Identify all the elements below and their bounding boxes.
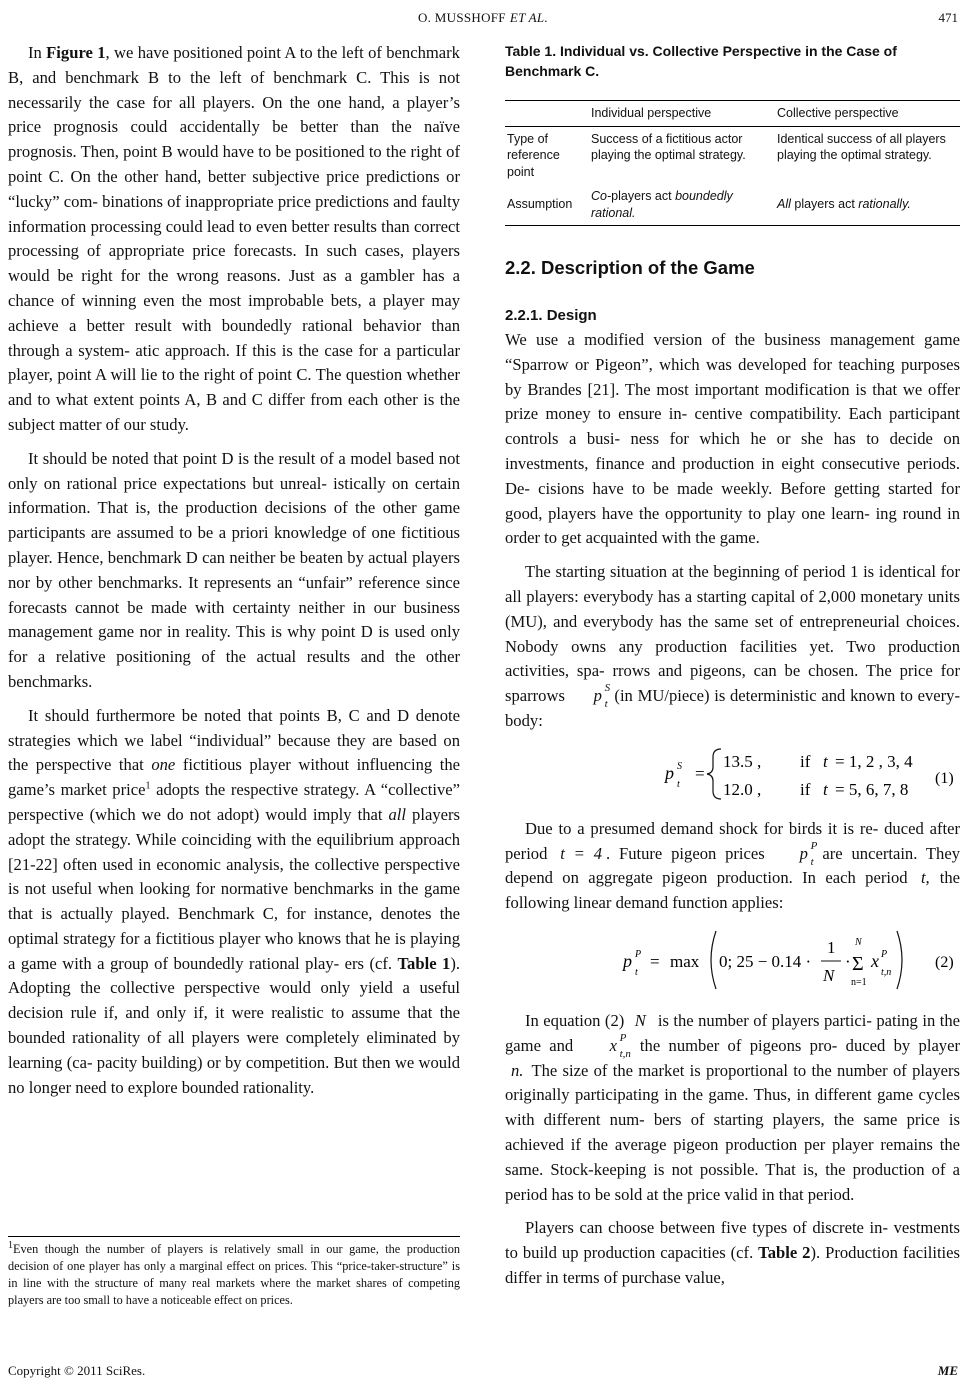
text-run: is the number of players partici- pating in the game and <box>505 1010 960 1055</box>
left-column <box>8 41 460 1109</box>
text-run: fictitious player without influencing the game’s market price <box>8 755 460 800</box>
symbol-x: x <box>609 1035 617 1055</box>
sum-symbol: Σ <box>852 952 864 975</box>
symbol-sub: t <box>604 698 608 711</box>
equation-2-number: (2) <box>935 953 954 971</box>
right-column <box>505 41 960 1300</box>
eq2-frac-num: 1 <box>827 937 836 957</box>
eq1-case1-var: t <box>823 751 828 771</box>
text-run: It should furthermore be noted that points B, C and D denote strategies which we label “individual” because they are based on the perspective that <box>8 705 460 775</box>
table-row <box>505 184 960 226</box>
eq2-dot: · <box>845 951 851 971</box>
table-header-row <box>505 101 960 127</box>
eq1-case2-if: if <box>800 779 811 799</box>
equation-2-svg <box>505 925 960 995</box>
running-head <box>0 10 966 26</box>
inline-math-n-total: N <box>634 1010 646 1030</box>
right-paragraph-4 <box>505 1009 960 1207</box>
table-row <box>505 126 960 184</box>
copyright-notice: Copyright © 2011 SciRes. <box>8 1363 146 1378</box>
symbol-sub: t,n <box>619 1047 631 1060</box>
left-paren <box>711 931 716 989</box>
text-run: players act <box>790 197 859 212</box>
eq1-case2-var: t <box>823 779 828 799</box>
eq2-lhs: p <box>623 950 632 971</box>
equation-2 <box>505 925 960 995</box>
emphasis-all: all <box>388 804 407 824</box>
eq2-lhs-sub: t <box>635 966 638 978</box>
text-run: the number of pigeons pro- duced by player <box>639 1035 960 1055</box>
text-run: adopts the respective strategy. A “collective” perspective (which we do not adopt) would imply that <box>8 780 460 824</box>
eq1-case1-value: 13.5 , <box>723 751 762 771</box>
header-et-al: ET AL. <box>509 10 549 25</box>
symbol-p: p <box>593 686 602 706</box>
text-run: rationally. <box>858 197 911 212</box>
text-run: Players can choose between five types of discrete in- vestments to build up production capacities (cf. <box>505 1218 960 1263</box>
eq1-lhs-sup: S <box>677 760 682 772</box>
text-run: players act <box>611 189 676 203</box>
eq2-x: x <box>871 950 879 971</box>
journal-abbreviation: ME <box>937 1363 958 1378</box>
table-2-reference: Table 2 <box>758 1243 811 1263</box>
page-header <box>0 0 966 34</box>
right-paragraph-2 <box>505 560 960 734</box>
inline-math-n: n. <box>511 1060 524 1080</box>
table-1-reference: Table 1 <box>397 953 451 973</box>
eq1-case2-set: = 5, 6, 7, 8 <box>835 779 909 799</box>
equation-1-svg <box>505 743 960 803</box>
symbol-sup: P <box>810 839 818 852</box>
eq2-x-sub: t,n <box>881 966 892 978</box>
equation-1-number: (1) <box>935 769 954 787</box>
left-paragraph-1 <box>8 41 460 438</box>
eq1-lhs: p <box>665 762 674 783</box>
equation-1 <box>505 743 960 803</box>
text-run: . Future pigeon prices <box>606 843 765 863</box>
figure-1-reference: Figure 1 <box>46 43 106 62</box>
pigeon-price-symbol <box>780 839 818 868</box>
text-run: The size of the market is proportional to the number of players originally participating in the game. Thus, in different game cycles with different num- bers of starting players, the same price is achieved if the average pigeon production per player remains the same. Stock-keeping is not possible. That is, the production of a period has to be sold at the price valid in that period. <box>505 1060 960 1204</box>
text-run: ). Production facilities differ in terms of purchase value, <box>505 1243 960 1287</box>
section-heading: 2.2. Description of the Game <box>505 257 755 278</box>
eq1-case1-set: = 1, 2 , 3, 4 <box>835 751 913 771</box>
table-header-cell <box>505 101 589 127</box>
eq2-frac-den: N <box>823 965 835 985</box>
page-number: 471 <box>938 10 958 25</box>
text-run: The starting situation at the beginning of period 1 is identical for all players: everybody has a starting capital of 2,000 monetary units (MU), and everybody has the same set of entrepreneurial choices. Nobody owns any production facilities yet. Two production activities, spa- rrows and pigeons, can be chosen. The price for sparrows <box>505 562 960 706</box>
right-paragraph-5 <box>505 1216 960 1290</box>
table-cell <box>775 184 960 226</box>
text-run: Due to a presumed demand shock for birds it is re- duced after period <box>505 818 960 863</box>
text-run: In equation (2) <box>525 1010 625 1030</box>
eq2-sum-top: N <box>855 936 862 948</box>
eq2-body: 0; 25 − 0.14 · <box>719 951 812 971</box>
table-cell: Assumption <box>507 197 573 212</box>
footnote-number: 1 <box>8 1239 13 1251</box>
eq2-sum-bottom: n=1 <box>851 976 867 988</box>
footnote-marker: 1 <box>145 780 151 792</box>
symbol-p: p <box>799 843 808 863</box>
eq1-case2-value: 12.0 , <box>723 779 762 799</box>
table-1 <box>505 100 960 226</box>
right-paragraph-3 <box>505 817 960 916</box>
text-run: In <box>28 43 47 62</box>
eq1-lhs-sub: t <box>677 778 680 790</box>
table-cell <box>589 184 775 226</box>
sparrow-price-symbol <box>574 682 611 711</box>
inline-math-t4: t = 4 <box>560 843 602 863</box>
text-run: Co- <box>591 189 612 203</box>
table-cell: Type of reference point <box>507 131 560 179</box>
footnote-text: Even though the number of players is relatively small in our game, the production decision of one player has only a marginal effect on prices. This “price-taker-structure” is in line with the structure of many real markets where the market shares of competing players are too small to have a noticeable effect on prices. <box>8 1242 460 1307</box>
left-brace <box>707 749 721 799</box>
text-run: (in MU/piece) is deterministic and known to every- body: <box>505 686 961 730</box>
eq1-case1-if: if <box>800 751 811 771</box>
text-run: All <box>777 197 791 212</box>
header-author: O. MUSSHOFF <box>417 10 506 25</box>
text-run: ). Adopting the collective perspective would only yield a useful decision rule if, and only if, it were realistic to assume that the bounded rationality of all players were completely eliminated by learning (ca- pacity building) or by competition. But then we would no longer need to explore bounded rationality. <box>8 953 461 1097</box>
table-cell: Identical success of all players playing the optimal strategy. <box>777 131 946 162</box>
right-paren <box>897 931 902 989</box>
eq2-x-sup: P <box>881 948 888 960</box>
inline-math-t: t, <box>920 868 930 888</box>
text-run: boundedly rational. <box>591 189 733 220</box>
table-header-cell: Individual perspective <box>591 106 712 120</box>
table-header-cell: Collective perspective <box>777 106 899 120</box>
eq1-equals: = <box>695 763 705 783</box>
text-run: are uncertain. They depend on aggregate pigeon production. In each period <box>505 843 960 888</box>
text-run: , we have positioned point A to the left of benchmark B, and benchmark B to the left of benchmark C. This is not necessarily the case for all players. On the one hand, a player’s price prognosis could accidentally be better than the naïve prognosis. Then, point B would have to be positioned to the right of point C. On the other hand, better subjective price predictions or “lucky” com- binations of inappropriate price predictions and faulty information processing could lead to even better results than correct processing of appropriate price forecasts. In such cases, players would be right for the wrong reasons. Just as a gambler has a chance of winning even the most improbable bets, a player may achieve a better result with boundedly rational behavior than through a system- atic approach. If this is the case for a particular player, point A will lie to the right of point C. The question whether and to what extent points A, B and C differ from each other is the subject matter of our study. <box>8 43 460 434</box>
eq2-equals: = <box>650 951 660 971</box>
table-cell: Success of a fictitious actor playing the optimal strategy. <box>591 131 746 162</box>
subsection-heading: 2.2.1. Design <box>505 307 597 324</box>
left-paragraph-3 <box>8 704 460 1101</box>
text-run: the following linear demand function applies: <box>505 868 960 913</box>
table-1-caption: Table 1. Individual vs. Collective Perspective in the Case of Benchmark C. <box>505 43 897 79</box>
right-paragraph-1: We use a modified version of the business management game “Sparrow or Pigeon”, which was developed for teaching purposes by Brandes [21]. The most important modification is that we offer prize money to ensure in- centive compatibility. Each participant controls a busi- ness for which he or she has to decide on investments, finance and production in eight consecutive periods. De- cisions have to be made weekly. Before getting started for good, players have the opportunity to play one learn- ing round in order to get acquainted with the game. <box>505 330 960 548</box>
emphasis-one: one <box>151 755 176 775</box>
left-paragraph-2: It should be noted that point D is the result of a model based not only on rational price expectations but unreal- istically on certain information. That is, the production decisions of the other game participants are assumed to be a priori knowledge of one fictitious player. Hence, benchmark D can neither be beaten by actual players nor by other benchmarks. It represents an “unfair” reference since forecasts cannot be made with certainty neither in our business management game nor in reality. This is why point D is used only for a relative positioning of the actual results and the other benchmarks. <box>8 448 460 691</box>
eq2-max: max <box>670 951 700 971</box>
symbol-sub: t <box>810 855 814 868</box>
eq2-lhs-sup: P <box>635 948 642 960</box>
symbol-sup: P <box>619 1031 627 1044</box>
footnote <box>8 1236 460 1309</box>
symbol-sup: S <box>604 682 611 695</box>
text-run: players adopt the strategy. While coinciding with the equilibrium approach [21-22] often used in economic analysis, the collective perspective is not useful when looking for normative benchmarks in the game that is actually played. Benchmark C, for instance, denotes the optimal strategy for a fictitious player who knows that he is playing a game with a group of boundedly rational play- ers (cf. <box>8 804 460 973</box>
pigeon-quantity-symbol <box>590 1031 631 1060</box>
